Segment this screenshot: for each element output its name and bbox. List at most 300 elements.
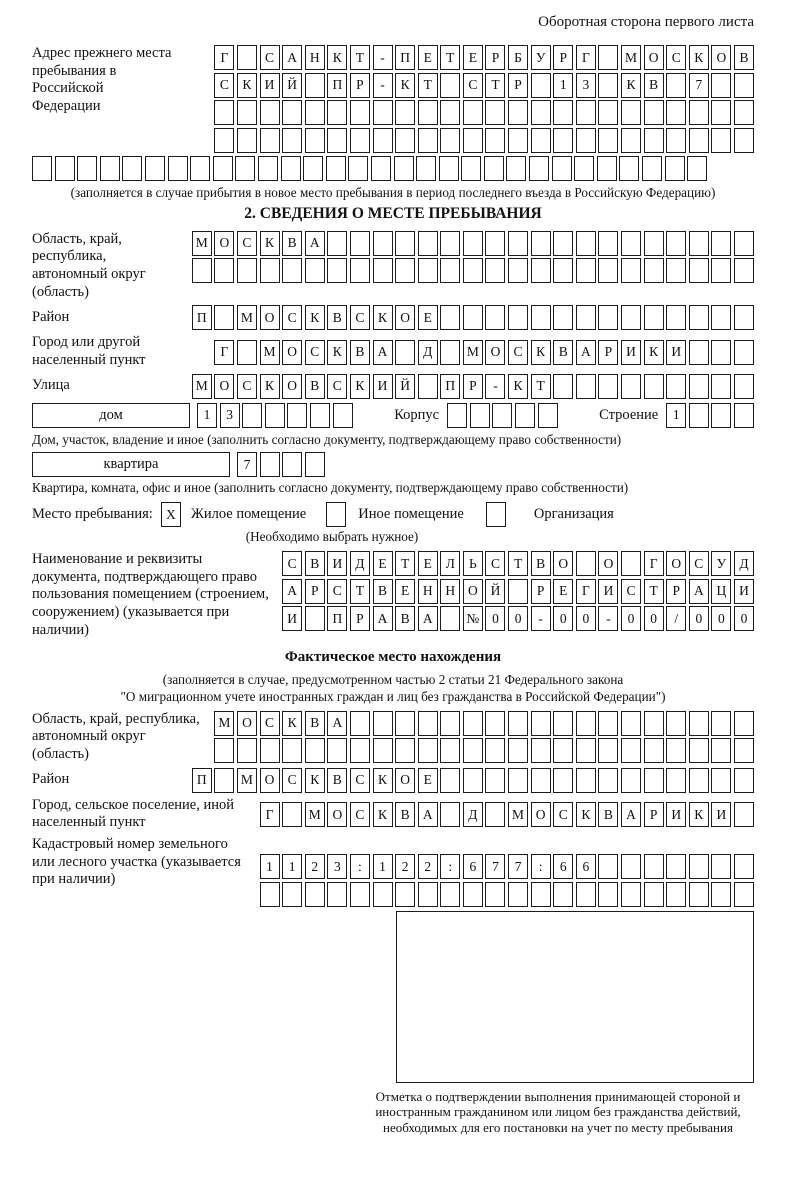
char-cell	[463, 768, 483, 793]
char-cell	[440, 258, 460, 283]
char-cell	[644, 258, 664, 283]
char-cell: -	[373, 45, 393, 70]
fact-oblast-label: Область, край, республика, автономный округ (область)	[32, 710, 200, 762]
char-cell	[734, 305, 754, 330]
char-cell	[305, 258, 325, 283]
char-cell	[598, 73, 618, 98]
char-cell	[666, 738, 686, 763]
char-cell: У	[531, 45, 551, 70]
char-cell: М	[192, 231, 212, 256]
char-cell: О	[711, 45, 731, 70]
char-cell	[327, 882, 347, 907]
kvartira-block	[32, 452, 754, 477]
char-row	[192, 258, 754, 283]
char-cell: Т	[440, 45, 460, 70]
char-cell: 0	[485, 606, 505, 631]
char-cell	[463, 231, 483, 256]
fact-oblast-block	[32, 711, 754, 764]
choose-note: (Необходимо выбрать нужное)	[245, 528, 419, 544]
char-cell	[711, 258, 731, 283]
char-cell: Т	[350, 579, 370, 604]
char-cell	[395, 738, 415, 763]
char-cell: Й	[395, 374, 415, 399]
checkbox-inoe	[326, 502, 346, 527]
char-cell	[644, 374, 664, 399]
char-cell	[553, 711, 573, 736]
char-cell: О	[598, 551, 618, 576]
char-cell: А	[418, 606, 438, 631]
char-cell: М	[508, 802, 528, 827]
char-cell	[305, 738, 325, 763]
dom-box: дом	[32, 403, 190, 428]
char-cell	[734, 340, 754, 365]
char-cell	[485, 711, 505, 736]
char-cell	[32, 156, 52, 181]
char-cell	[214, 128, 234, 153]
char-row	[197, 403, 353, 428]
char-cell: 3	[220, 403, 240, 428]
char-cell: О	[666, 551, 686, 576]
char-cell	[711, 305, 731, 330]
char-cell: А	[418, 802, 438, 827]
char-cell	[666, 258, 686, 283]
char-cell	[485, 128, 505, 153]
char-cell	[418, 128, 438, 153]
stamp-caption: Отметка о подтверждении выполнения принимающей стороной и иностранным гражданином или лицом без гражданства действий, необходимых для его постановки на учет по месту пребывания	[375, 1088, 741, 1136]
oblast-label: Область, край, республика, автономный округ (область)	[32, 230, 146, 300]
char-cell	[350, 100, 370, 125]
char-cell	[348, 156, 368, 181]
char-cell: 0	[734, 606, 754, 631]
char-cell: Р	[553, 45, 573, 70]
char-cell: М	[192, 374, 212, 399]
char-cell: С	[485, 551, 505, 576]
fact-raion-label: Район	[32, 771, 70, 788]
char-cell: К	[373, 802, 393, 827]
char-cell	[350, 882, 370, 907]
char-cell	[305, 882, 325, 907]
char-cell	[689, 374, 709, 399]
char-cell: А	[327, 711, 347, 736]
char-cell	[485, 305, 505, 330]
char-cell: :	[440, 854, 460, 879]
char-cell	[214, 100, 234, 125]
char-cell	[485, 802, 505, 827]
char-cell: А	[305, 231, 325, 256]
char-cell: А	[576, 340, 596, 365]
char-cell	[440, 738, 460, 763]
char-cell: И	[327, 551, 347, 576]
char-cell	[734, 403, 754, 428]
char-row	[282, 606, 754, 631]
char-cell: 0	[711, 606, 731, 631]
char-cell: Е	[418, 305, 438, 330]
char-cell	[373, 258, 393, 283]
char-cell	[310, 403, 330, 428]
char-cell	[734, 100, 754, 125]
char-cell: О	[327, 802, 347, 827]
char-cell: Ц	[711, 579, 731, 604]
char-cell: Е	[418, 551, 438, 576]
char-cell	[689, 711, 709, 736]
char-cell	[621, 738, 641, 763]
oblast-cells	[192, 231, 754, 302]
raion-label: Район	[32, 309, 70, 325]
char-cell	[531, 738, 551, 763]
char-cell	[576, 738, 596, 763]
char-cell: У	[711, 551, 731, 576]
char-cell	[553, 100, 573, 125]
char-cell	[666, 768, 686, 793]
char-cell: О	[395, 768, 415, 793]
char-cell: И	[666, 802, 686, 827]
char-cell: 1	[260, 854, 280, 879]
char-cell	[711, 768, 731, 793]
char-cell: Н	[305, 45, 325, 70]
char-cell	[463, 305, 483, 330]
char-cell: В	[553, 340, 573, 365]
char-row-fullwidth	[32, 156, 754, 181]
char-cell	[418, 100, 438, 125]
char-cell: К	[327, 45, 347, 70]
char-cell	[689, 882, 709, 907]
char-cell	[192, 258, 212, 283]
char-cell: Р	[350, 606, 370, 631]
char-cell: Д	[463, 802, 483, 827]
char-cell: К	[350, 374, 370, 399]
char-cell: Г	[576, 45, 596, 70]
char-cell	[711, 231, 731, 256]
char-cell	[598, 258, 618, 283]
char-cell	[282, 738, 302, 763]
char-row	[192, 231, 754, 256]
char-cell	[553, 258, 573, 283]
char-cell	[485, 882, 505, 907]
char-cell	[734, 374, 754, 399]
char-cell	[237, 100, 257, 125]
char-cell	[621, 231, 641, 256]
char-cell: 6	[576, 854, 596, 879]
char-row	[282, 579, 754, 604]
char-cell	[237, 340, 257, 365]
char-cell	[711, 340, 731, 365]
char-cell: И	[282, 606, 302, 631]
char-cell	[711, 738, 731, 763]
char-cell: В	[598, 802, 618, 827]
char-cell: О	[214, 374, 234, 399]
char-cell: К	[260, 231, 280, 256]
char-cell	[373, 231, 393, 256]
char-cell: С	[350, 802, 370, 827]
oblast-block	[32, 231, 754, 302]
char-cell	[734, 768, 754, 793]
char-cell	[237, 45, 257, 70]
char-cell: М	[214, 711, 234, 736]
char-cell	[711, 711, 731, 736]
char-cell	[327, 258, 347, 283]
char-cell	[265, 403, 285, 428]
char-cell	[621, 128, 641, 153]
char-cell	[515, 403, 535, 428]
char-cell	[576, 258, 596, 283]
char-cell: С	[282, 768, 302, 793]
char-cell: Р	[508, 73, 528, 98]
char-cell: П	[192, 305, 212, 330]
char-cell	[531, 711, 551, 736]
char-cell	[553, 882, 573, 907]
char-cell	[440, 711, 460, 736]
char-cell: С	[327, 374, 347, 399]
char-cell: В	[327, 305, 347, 330]
char-cell	[373, 711, 393, 736]
char-cell: 3	[327, 854, 347, 879]
char-row	[214, 128, 754, 153]
char-cell	[644, 711, 664, 736]
fact-gorod-block	[32, 797, 754, 832]
char-cell	[395, 882, 415, 907]
char-cell: Е	[553, 579, 573, 604]
char-cell	[689, 738, 709, 763]
char-cell	[531, 73, 551, 98]
char-cell	[644, 305, 664, 330]
char-cell	[394, 156, 414, 181]
char-row	[214, 100, 754, 125]
char-cell: Й	[485, 579, 505, 604]
char-cell: В	[282, 231, 302, 256]
char-cell	[373, 100, 393, 125]
char-cell	[486, 502, 506, 527]
char-cell	[440, 73, 460, 98]
char-cell	[287, 403, 307, 428]
char-cell	[734, 128, 754, 153]
char-cell: /	[666, 606, 686, 631]
char-cell	[326, 502, 346, 527]
char-cell	[282, 128, 302, 153]
gorod-label: Город или другой населенный пункт	[32, 334, 146, 369]
char-cell: А	[282, 45, 302, 70]
char-cell	[418, 711, 438, 736]
char-cell	[644, 738, 664, 763]
char-cell	[303, 156, 323, 181]
char-cell: В	[373, 579, 393, 604]
stroenie-label: Строение	[599, 406, 659, 423]
char-row	[214, 711, 754, 736]
char-cell: В	[531, 551, 551, 576]
char-cell	[350, 128, 370, 153]
char-cell	[258, 156, 278, 181]
char-cell	[553, 738, 573, 763]
char-cell: О	[282, 340, 302, 365]
char-row	[192, 768, 754, 793]
char-cell: 7	[485, 854, 505, 879]
char-cell	[576, 374, 596, 399]
char-cell	[214, 738, 234, 763]
char-cell	[373, 738, 393, 763]
char-cell: Р	[598, 340, 618, 365]
char-cell	[711, 854, 731, 879]
char-cell: -	[531, 606, 551, 631]
char-cell	[77, 156, 97, 181]
char-cell: К	[282, 711, 302, 736]
char-row	[666, 403, 754, 428]
char-row	[260, 882, 754, 907]
char-cell	[463, 738, 483, 763]
char-cell: В	[305, 551, 325, 576]
char-cell	[552, 156, 572, 181]
char-cell	[508, 128, 528, 153]
char-cell	[598, 882, 618, 907]
char-cell	[734, 711, 754, 736]
kadastr-block	[32, 836, 754, 907]
char-cell: К	[305, 305, 325, 330]
page-header: Оборотная сторона первого листа	[538, 14, 754, 30]
char-cell	[644, 768, 664, 793]
char-cell: Й	[282, 73, 302, 98]
char-cell	[260, 128, 280, 153]
char-cell	[598, 738, 618, 763]
char-cell: В	[305, 711, 325, 736]
char-cell	[281, 156, 301, 181]
char-cell: Р	[531, 579, 551, 604]
char-cell: В	[734, 45, 754, 70]
char-row	[192, 374, 754, 399]
char-cell: -	[373, 73, 393, 98]
char-cell	[440, 128, 460, 153]
char-cell	[418, 738, 438, 763]
char-cell	[282, 258, 302, 283]
char-cell: А	[621, 802, 641, 827]
char-cell	[395, 231, 415, 256]
char-cell	[689, 100, 709, 125]
char-row	[237, 452, 325, 477]
char-cell: 0	[576, 606, 596, 631]
char-cell	[687, 156, 707, 181]
char-cell	[553, 305, 573, 330]
char-cell	[531, 100, 551, 125]
char-cell: О	[485, 340, 505, 365]
char-cell	[395, 258, 415, 283]
stamp-area	[396, 911, 754, 1083]
char-cell	[333, 403, 353, 428]
char-cell	[395, 100, 415, 125]
char-cell: Д	[418, 340, 438, 365]
char-cell: И	[598, 579, 618, 604]
char-cell: К	[689, 802, 709, 827]
char-cell	[508, 768, 528, 793]
char-cell: О	[214, 231, 234, 256]
char-cell	[598, 305, 618, 330]
char-cell: Г	[214, 340, 234, 365]
char-cell	[531, 231, 551, 256]
char-cell	[508, 711, 528, 736]
char-cell: К	[689, 45, 709, 70]
char-cell: А	[373, 340, 393, 365]
char-cell	[689, 340, 709, 365]
char-cell	[418, 374, 438, 399]
char-cell: 3	[576, 73, 596, 98]
char-cell	[508, 579, 528, 604]
char-cell	[373, 128, 393, 153]
kadastr-cells	[260, 854, 754, 907]
char-cell	[260, 258, 280, 283]
char-cell: 1	[666, 403, 686, 428]
char-cell: 0	[689, 606, 709, 631]
char-cell	[689, 258, 709, 283]
char-cell: М	[621, 45, 641, 70]
char-cell	[598, 231, 618, 256]
char-cell	[100, 156, 120, 181]
char-cell: №	[463, 606, 483, 631]
zhiloe-label: Жилое помещение	[190, 505, 307, 522]
checkbox-zhiloe	[161, 502, 181, 527]
char-cell	[282, 882, 302, 907]
char-row	[260, 854, 754, 879]
char-cell: К	[508, 374, 528, 399]
char-cell: С	[350, 768, 370, 793]
char-cell: Р	[644, 802, 664, 827]
char-row	[282, 551, 754, 576]
ulitsa-block	[32, 374, 754, 399]
prev-address-cells	[182, 45, 754, 153]
char-cell: 7	[237, 452, 257, 477]
char-cell	[576, 711, 596, 736]
char-cell	[529, 156, 549, 181]
char-cell: А	[689, 579, 709, 604]
char-cell	[666, 374, 686, 399]
char-cell: Т	[485, 73, 505, 98]
char-cell: М	[237, 305, 257, 330]
char-cell	[145, 156, 165, 181]
char-cell: О	[237, 711, 257, 736]
char-cell	[621, 854, 641, 879]
char-cell	[711, 403, 731, 428]
char-row	[192, 305, 754, 330]
char-cell	[711, 100, 731, 125]
char-cell: С	[553, 802, 573, 827]
char-cell: 2	[418, 854, 438, 879]
char-cell	[531, 882, 551, 907]
char-cell: Е	[418, 45, 438, 70]
char-cell: :	[531, 854, 551, 879]
char-cell	[734, 73, 754, 98]
char-cell: Р	[666, 579, 686, 604]
char-cell	[350, 711, 370, 736]
char-cell: С	[305, 340, 325, 365]
char-cell: В	[305, 374, 325, 399]
char-cell: 2	[395, 854, 415, 879]
char-cell	[440, 100, 460, 125]
char-cell	[666, 128, 686, 153]
char-cell	[734, 738, 754, 763]
char-cell	[734, 802, 754, 827]
org-label: Организация	[533, 505, 614, 522]
char-cell: С	[282, 305, 302, 330]
char-cell	[508, 738, 528, 763]
char-cell	[395, 128, 415, 153]
char-cell: Е	[463, 45, 483, 70]
fact-note-1: (заполняется в случае, предусмотренном частью 2 статьи 21 Федерального закона	[162, 672, 624, 688]
char-cell: Н	[418, 579, 438, 604]
char-cell: М	[305, 802, 325, 827]
char-cell: О	[553, 551, 573, 576]
document-label: Наименование и реквизиты документа, подтверждающего право пользования помещением (строением, сооружением) (указывается при наличии)	[32, 551, 269, 638]
char-cell	[463, 128, 483, 153]
char-cell: К	[327, 340, 347, 365]
char-cell: С	[508, 340, 528, 365]
document-cells	[282, 551, 754, 639]
char-cell	[598, 45, 618, 70]
char-cell: О	[531, 802, 551, 827]
